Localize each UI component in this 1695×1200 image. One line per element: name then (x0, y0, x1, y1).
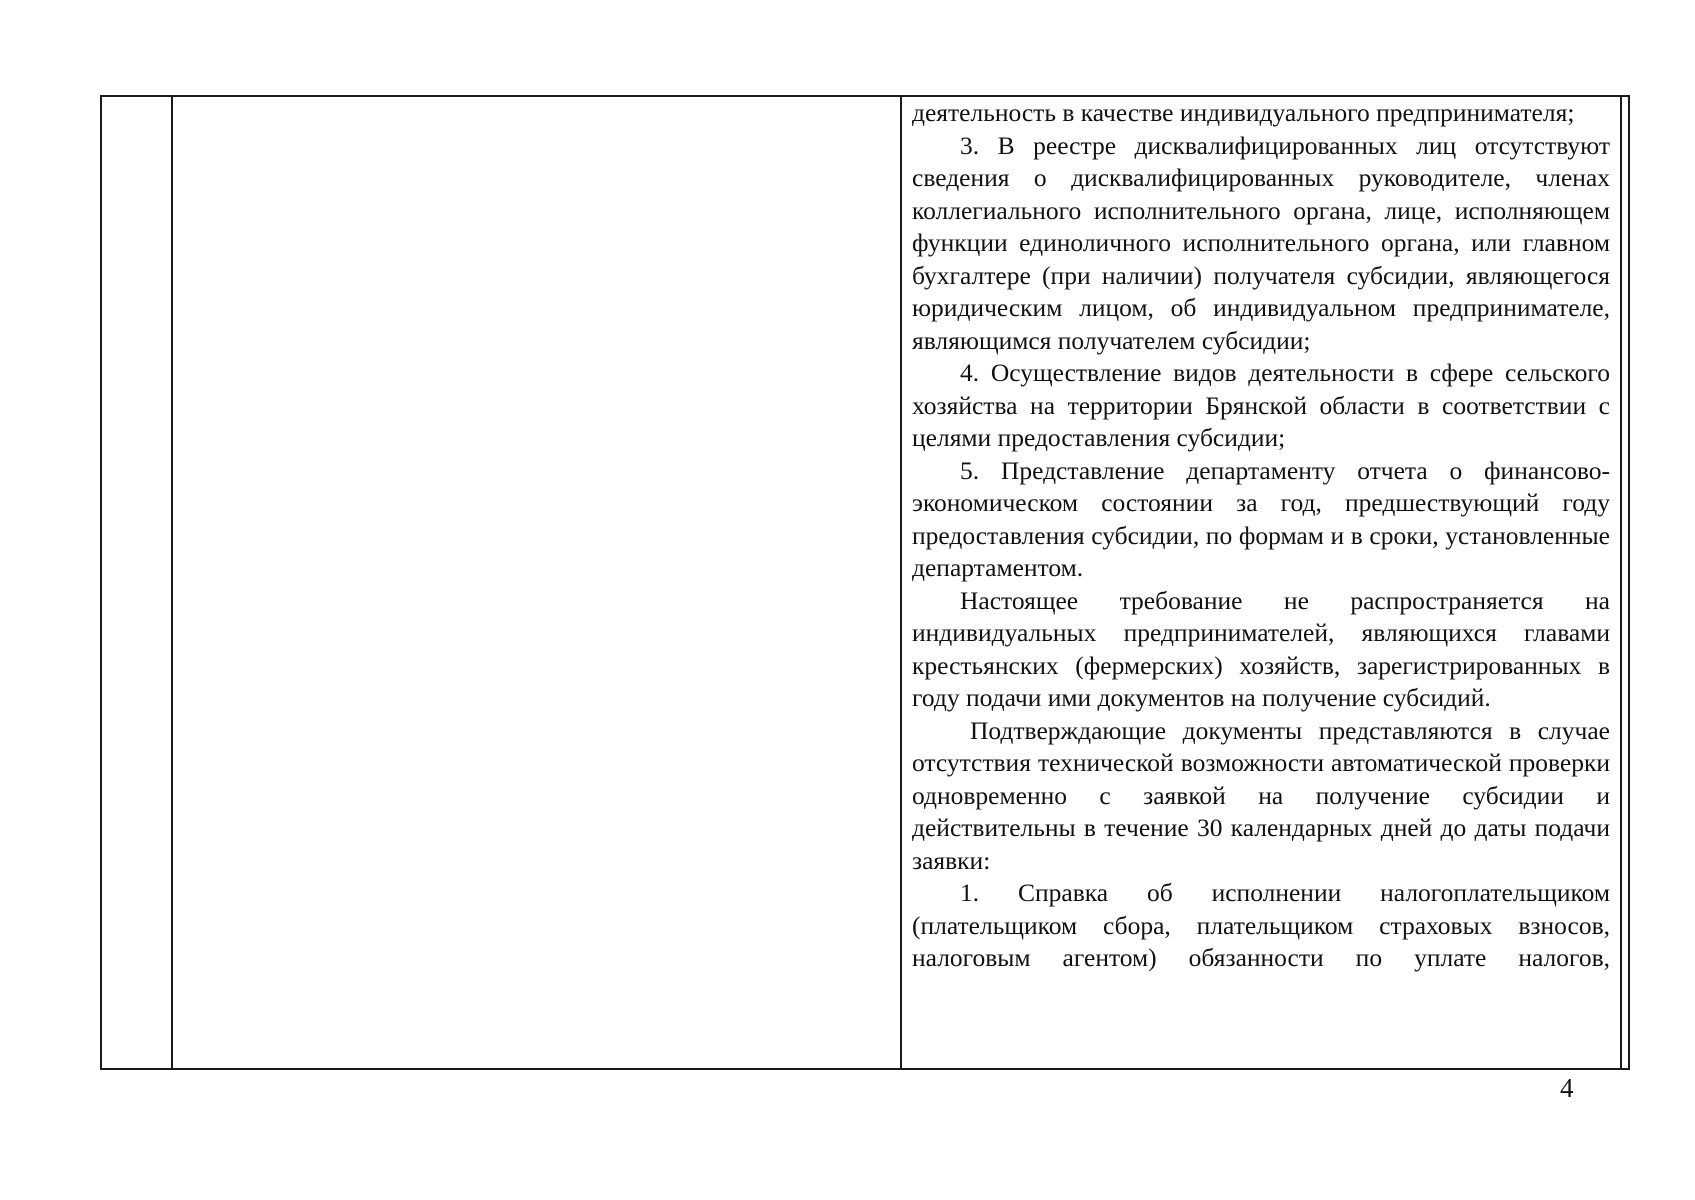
paragraph-financial-report: 5. Представление департаменту отчета о финансово-экономическом состоянии за год, предшествующий году предоставления субсидии, по формам и в сроки, установленные департаментом. (912, 455, 1610, 582)
paragraph-agriculture-activity: 4. Осуществление видов деятельности в сфере сельского хозяйства на территории Брянской области в соответствии с целями предоставления субсидии; (912, 358, 1610, 452)
paragraph-tax-certificate: 1. Справка об исполнении налогоплательщиком (плательщиком сбора, плательщиком страховых взносов, налоговым агентом) обязанности по уплате налогов, (912, 878, 1610, 972)
column-divider (900, 97, 902, 1068)
paragraph-exemption: Настоящее требование не распространяется на индивидуальных предпринимателей, являющихся главами крестьянских (фермерских) хозяйств, зарегистрированных в году подачи ими документов на получение субсидий. (912, 585, 1610, 712)
column-divider (171, 97, 173, 1068)
requirements-cell (912, 97, 1610, 972)
paragraph-supporting-documents: Подтверждающие документы представляются в случае отсутствия технической возможности автоматической проверки одновременно с заявкой на получение субсидии и действительны в течение 30 календарных дней до даты подачи заявки: (912, 715, 1610, 875)
page-number: 4 (1560, 1073, 1574, 1103)
continuation-text: деятельность в качестве индивидуального предпринимателя; (912, 98, 1575, 127)
paragraph-disqualified-registry: 3. В реестре дисквалифицированных лиц отсутствуют сведения о дисквалифицированных руководителе, членах коллегиального исполнительного органа, лице, исполняющем функции единоличного исполнительного органа, или главном бухгалтере (при наличии) получателя субсидии, являющегося юридическим лицом, об индивидуальном предпринимателе, являющимся получателем субсидии; (912, 130, 1610, 355)
column-divider (1620, 97, 1622, 1068)
requirements-table (100, 95, 1630, 1070)
